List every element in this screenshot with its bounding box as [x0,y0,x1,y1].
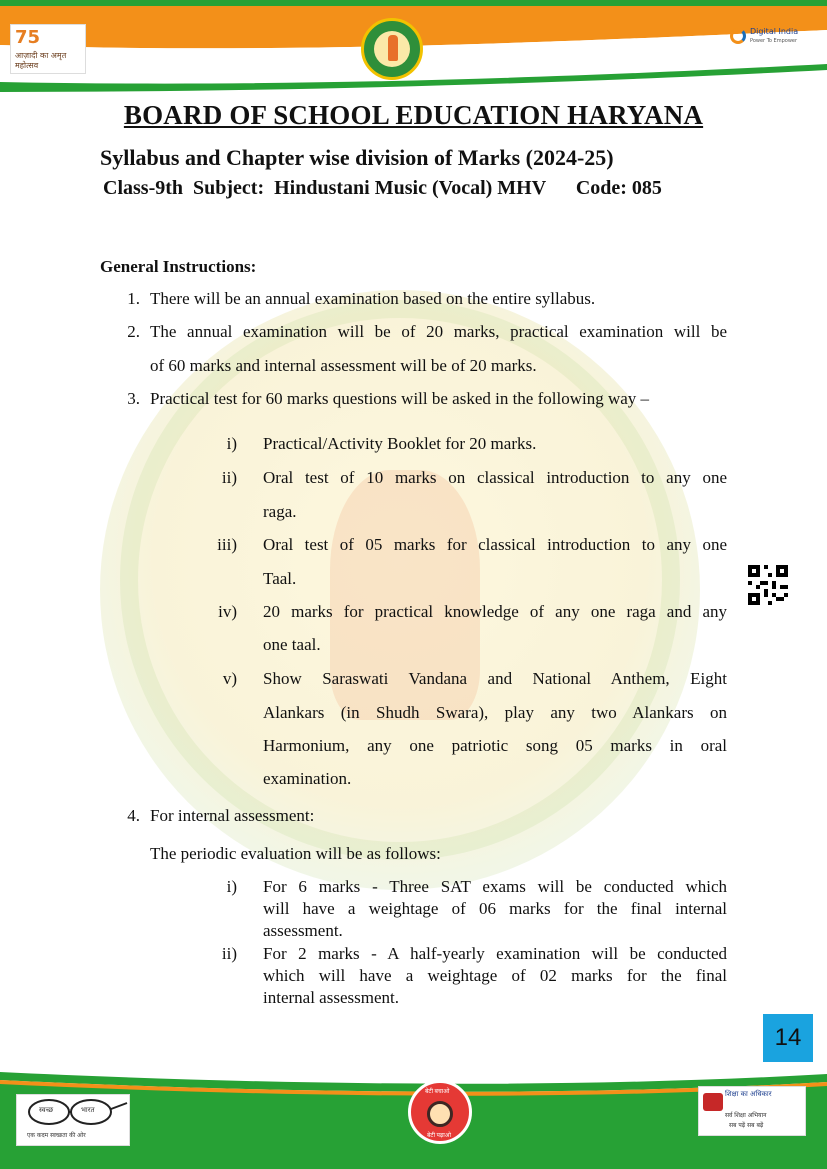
practical-item-text: 20 marks for practical knowledge of any one raga and any [263,602,727,621]
beti-padhao-text: बेटी पढ़ाओ [427,1133,451,1139]
rte-title: शिक्षा का अधिकार [725,1090,772,1098]
internal-item-text-cont: internal assessment. [263,988,399,1007]
code-label: Code: 085 [575,177,662,199]
internal-intro: The periodic evaluation will be as follows: [150,844,441,863]
azadi-logo-number: 75 [15,27,41,48]
practical-item-text-cont: Alankars (in Shudh Swara), play any two Alankars on [263,703,727,722]
azadi-logo-text: आज़ादी का अमृत महोत्सव [15,51,67,70]
digital-india-tagline: Power To Empower [750,38,798,44]
azadi-logo [10,24,86,74]
instruction-text: Practical test for 60 marks questions will be asked in the following way – [150,389,650,408]
instruction-text-cont: of 60 marks and internal assessment will be of 20 marks. [150,356,537,375]
internal-item-text-cont: will have a weightage of 06 marks for the final internal [263,899,727,918]
internal-item-number: i) [226,877,237,896]
internal-item-text: For 6 marks - Three SAT exams will be conducted which [263,877,727,896]
rte-logo [698,1086,806,1136]
instructions-heading: General Instructions: [100,257,257,276]
rte-line1: सर्व शिक्षा अभियान [725,1112,767,1119]
class-label: Class-9th [103,177,184,199]
beti-bachao-logo [408,1080,472,1144]
hbse-emblem [361,18,423,80]
swachh-text: स्वच्छ [39,1106,54,1114]
practical-item-text: Show Saraswati Vandana and National Anthem, Eight [263,669,727,688]
beti-bachao-text: बेटी बचाओ [425,1089,450,1095]
page-title: BOARD OF SCHOOL EDUCATION HARYANA [123,100,704,130]
practical-item-text-cont: Harmonium, any one patriotic song 05 marks in oral [263,736,727,755]
instruction-number: 1. [127,289,140,308]
footer-band [0,1072,827,1169]
instruction-text: There will be an annual examination based on the entire syllabus. [150,289,596,308]
practical-item-text: Practical/Activity Booklet for 20 marks. [263,434,537,453]
practical-item-number: ii) [221,468,237,487]
girl-face-icon [427,1101,453,1127]
rte-line2: सब पढ़ें सब बढ़ें [729,1122,764,1129]
swachh-bharat-logo [16,1094,130,1146]
practical-item-text-cont: one taal. [263,635,321,654]
digital-india-logo [728,24,798,58]
internal-item-text-cont: assessment. [263,921,343,940]
header-band [0,0,827,92]
internal-item-number: ii) [221,944,237,963]
emblem-torch-icon [388,35,398,61]
digital-india-icon [730,28,746,44]
instruction-number: 2. [127,322,140,341]
instruction-number: 4. [127,806,140,825]
practical-item-text-cont: raga. [263,502,297,521]
internal-heading: For internal assessment: [150,806,315,825]
practical-item-number: iv) [218,602,237,621]
bharat-text: भारत [81,1106,95,1114]
swachh-tagline: एक कदम स्वच्छता की ओर [27,1132,86,1139]
practical-item-number: i) [226,434,237,453]
page-number-badge: 14 [763,1014,813,1062]
subject-label: Subject: Hindustani Music (Vocal) MHV [193,177,546,199]
digital-india-text: Digital India [750,27,799,36]
internal-item-text-cont: which will have a weightage of 02 marks for the final [263,966,727,985]
class-line [103,177,662,200]
internal-item-text: For 2 marks - A half-yearly examination will be conducted [263,944,727,963]
practical-item-number: v) [222,669,237,688]
glasses-icon [19,1097,129,1127]
page-subtitle: Syllabus and Chapter wise division of Marks (2024-25) [100,145,614,170]
children-icon [703,1093,723,1111]
practical-item-number: iii) [217,535,237,554]
practical-item-text-cont: examination. [263,769,352,788]
qr-code-icon[interactable] [748,565,788,605]
practical-item-text-cont: Taal. [263,569,297,588]
practical-item-text: Oral test of 10 marks on classical introduction to any one [263,468,727,487]
practical-item-text: Oral test of 05 marks for classical introduction to any one [263,535,727,554]
instruction-text: The annual examination will be of 20 marks, practical examination will be [150,322,727,341]
instruction-number: 3. [127,389,140,408]
